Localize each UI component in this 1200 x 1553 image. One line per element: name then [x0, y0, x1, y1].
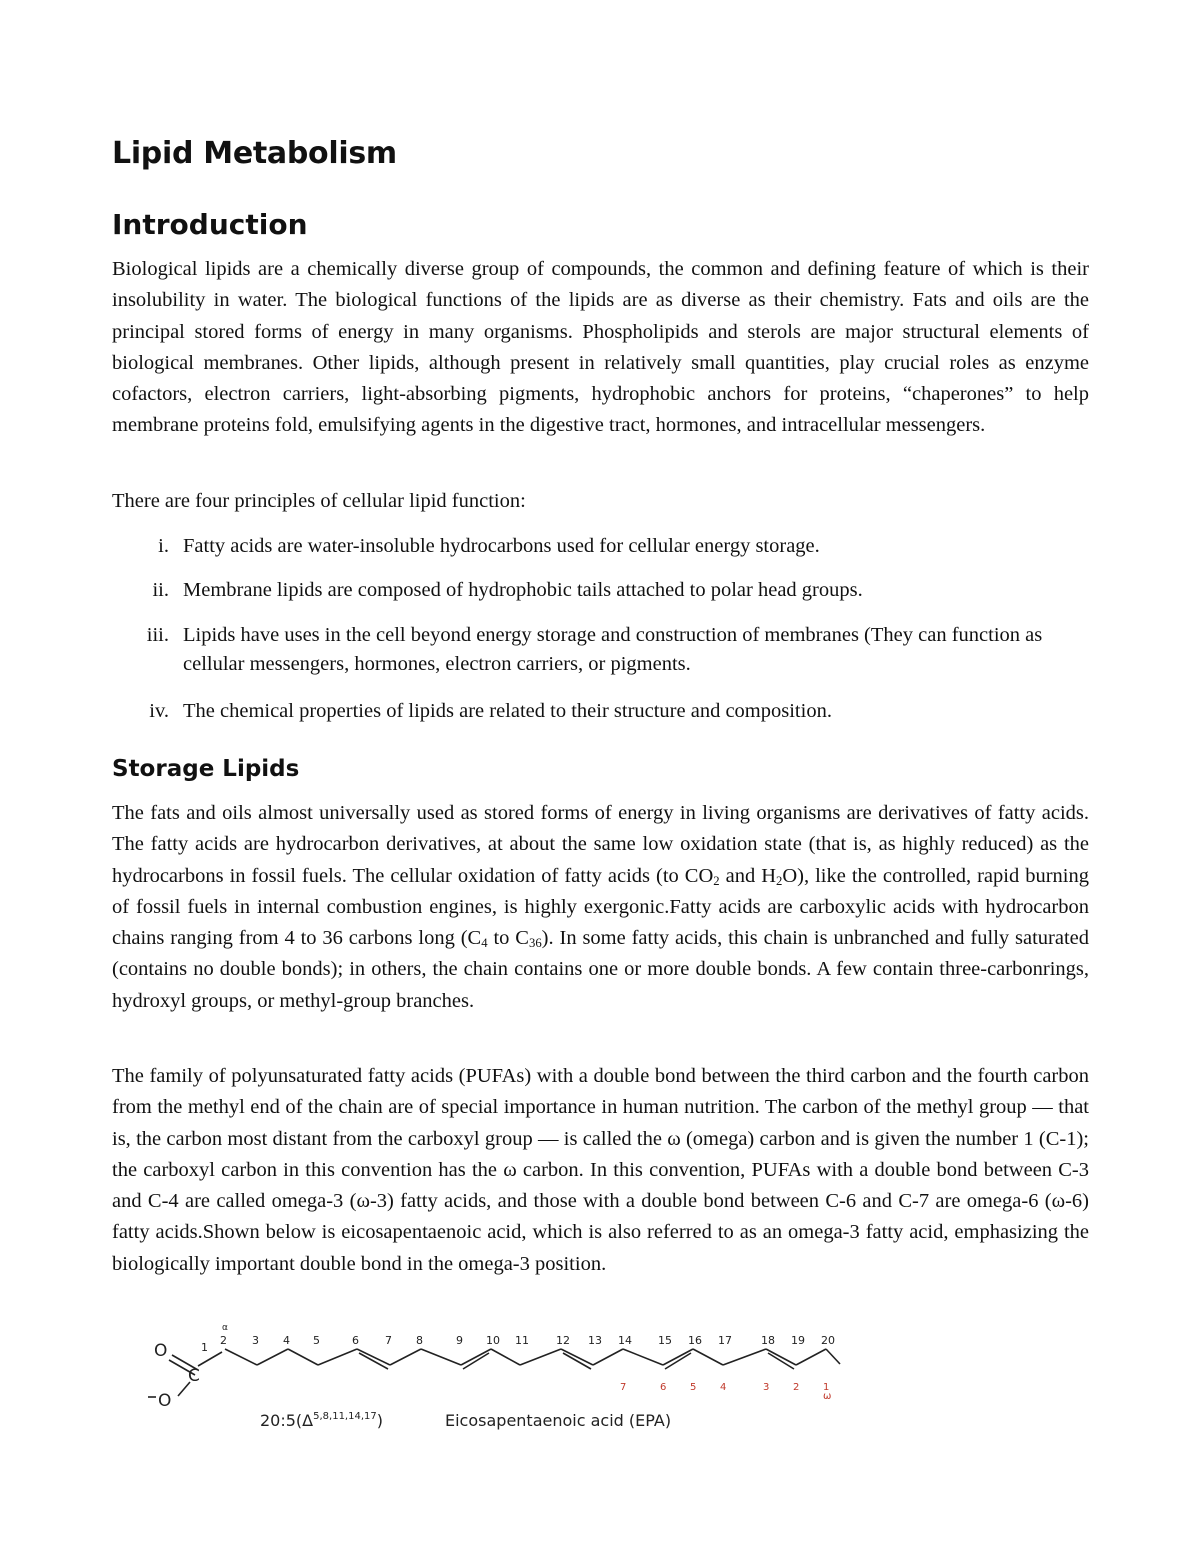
atom-o-top: O: [154, 1341, 168, 1361]
bond-single: [198, 1352, 222, 1366]
chain-bond: [826, 1349, 840, 1364]
notation-suffix: ): [376, 1411, 383, 1430]
fatty-acid-notation: [260, 1411, 383, 1430]
double-bond: [359, 1353, 388, 1369]
carbon-number-label: 3: [252, 1334, 259, 1347]
list-number: iii.: [146, 624, 169, 646]
carbon-number-label: 7: [385, 1334, 392, 1347]
list-text: The chemical properties of lipids are related to their structure and composition.: [183, 700, 832, 722]
carbon-number-label: 8: [416, 1334, 423, 1347]
carbon-number-label: 20: [821, 1334, 835, 1347]
chain-bond: [693, 1349, 723, 1365]
carbon-number-label: 4: [283, 1334, 290, 1347]
carbon-number-label: 17: [718, 1334, 732, 1347]
omega-number-label: 7: [620, 1382, 627, 1393]
alpha-label: α: [222, 1323, 228, 1333]
double-bond: [563, 1353, 591, 1369]
subscript: 36: [528, 936, 542, 951]
carbon-number-label: 6: [352, 1334, 359, 1347]
carbon-number-label: 5: [313, 1334, 320, 1347]
omega-number-label: 2: [793, 1382, 800, 1393]
pufa-paragraph: The family of polyunsaturated fatty acids (PUFAs) with a double bond between the third carbon and the fourth carbon from the methyl end of the chain are of special importance in human nutrition. The carbon of the methyl group — that is, the carbon most distant from the carboxyl group — is called the ω (omega) carbon and is given the number 1 (C-1); the carboxyl carbon in this convention has the ω carbon. In this convention, PUFAs with a double bond between C-3 and C-4 are called omega-3 (ω-3) fatty acids, and those with a double bond between C-6 and C-7 are omega-6 (ω-6) fatty acids.Shown below is eicosapentaenoic acid, which is also referred to as an omega-3 fatty acid, emphasizing the biologically important double bond in the omega-3 position.: [112, 1065, 1089, 1275]
list-number: ii.: [152, 579, 169, 601]
chain-bond: [561, 1349, 593, 1365]
chain-bond: [796, 1349, 826, 1365]
carbon-number-label: 9: [456, 1334, 463, 1347]
omega-symbol: ω: [823, 1391, 832, 1402]
text-run: The fats and oils almost universally used as stored forms of energy in living organisms are derivatives of fatty acids. The fatty acids are hydrocarbon derivatives, at about the same low oxidation state (that is, as highly reduced) as the hydrocarbons in fossil fuels. The cellular oxidation of fatty acids (to CO: [112, 802, 1089, 887]
notation-superscript: 5,8,11,14,17: [313, 1411, 377, 1422]
figure-caption: Eicosapentaenoic acid (EPA): [445, 1411, 672, 1430]
text-run: and H: [719, 864, 776, 887]
chain-bond: [225, 1349, 257, 1365]
principles-intro: There are four principles of cellular lipid function:: [112, 490, 526, 512]
chain-bond: [461, 1349, 491, 1365]
heading-introduction: Introduction: [112, 208, 308, 241]
omega-number-label: 5: [690, 1382, 697, 1393]
carbon-number-label: 13: [588, 1334, 602, 1347]
chain-bond: [623, 1349, 663, 1365]
carbon-number-label: 12: [556, 1334, 570, 1347]
carbon-number-label: 15: [658, 1334, 672, 1347]
omega-number-label: 6: [660, 1382, 667, 1393]
list-number: i.: [158, 535, 169, 557]
notation-prefix: 20:5(Δ: [260, 1411, 314, 1430]
omega-number-label: 3: [763, 1382, 770, 1393]
epa-structure-figure: [140, 1318, 860, 1438]
chain-bond: [357, 1349, 390, 1365]
subscript: 2: [776, 873, 783, 888]
list-text: Membrane lipids are composed of hydrophobic tails attached to polar head groups.: [183, 579, 863, 601]
intro-paragraph: Biological lipids are a chemically diverse group of compounds, the common and defining feature of which is their insolubility in water. The biological functions of the lipids are as diverse as their chemistry. Fats and oils are the principal stored forms of energy in many organisms. Phospholipids and sterols are major structural elements of biological membranes. Other lipids, although present in relatively small quantities, play crucial roles as enzyme cofactors, electron carriers, light-absorbing pigments, hydrophobic anchors for proteins, “chaperones” to help membrane proteins fold, emulsifying agents in the digestive tract, hormones, and intracellular messengers.: [112, 258, 1089, 437]
chain-bond: [663, 1349, 693, 1365]
atom-c: C: [188, 1366, 200, 1386]
chain-bond: [593, 1349, 623, 1365]
carbon-chain: [225, 1349, 840, 1369]
storage-paragraph: [112, 798, 1089, 1017]
chain-bond: [766, 1349, 796, 1365]
chain-bond: [491, 1349, 520, 1365]
chain-bond: [257, 1349, 288, 1365]
list-number: iv.: [149, 700, 169, 722]
chain-bond: [520, 1349, 561, 1365]
carbon-number-label: 19: [791, 1334, 805, 1347]
carbon-number-label: 16: [688, 1334, 702, 1347]
subscript: 4: [481, 936, 488, 951]
chain-bond: [288, 1349, 318, 1365]
text-run: ). In some fatty acids, this chain is unbranched and fully saturated (contains no double bonds); in others, the chain contains one or more double bonds. A few contain three-carbonrings, hydroxyl groups, or methyl-group branches.: [112, 927, 1090, 1012]
list-text: Fatty acids are water-insoluble hydrocarbons used for cellular energy storage.: [183, 535, 820, 557]
carbon-number-label: 18: [761, 1334, 775, 1347]
text-run: O), like the controlled, rapid burning of fossil fuels in internal combustion engines, is highly exergonic.Fatty acids are carboxylic acids with hydrocarbon chains ranging from 4 to 36 carbons long (C: [112, 864, 1089, 950]
text-run: to C: [487, 927, 529, 950]
carbon-number-label: 10: [486, 1334, 500, 1347]
atom-o-bottom: O: [158, 1391, 172, 1411]
carbon-number-label: 2: [220, 1334, 227, 1347]
chain-bond: [390, 1349, 421, 1365]
carbon-number-label: 11: [515, 1334, 529, 1347]
omega-number-label: 4: [720, 1382, 727, 1393]
chain-bond: [723, 1349, 766, 1365]
chain-bond: [318, 1349, 357, 1365]
chain-bond: [421, 1349, 461, 1365]
list-text: Lipids have uses in the cell beyond energy storage and construction of membranes (They can function as cellular messengers, hormones, electron carriers, or pigments.: [183, 624, 1043, 675]
carbon-number-label: 14: [618, 1334, 632, 1347]
subscript: 2: [713, 873, 720, 888]
heading-storage-lipids: Storage Lipids: [112, 756, 300, 782]
omega-number-label: 1: [823, 1382, 830, 1393]
carbon-1-label: 1: [201, 1341, 208, 1354]
document-title: Lipid Metabolism: [112, 136, 397, 171]
